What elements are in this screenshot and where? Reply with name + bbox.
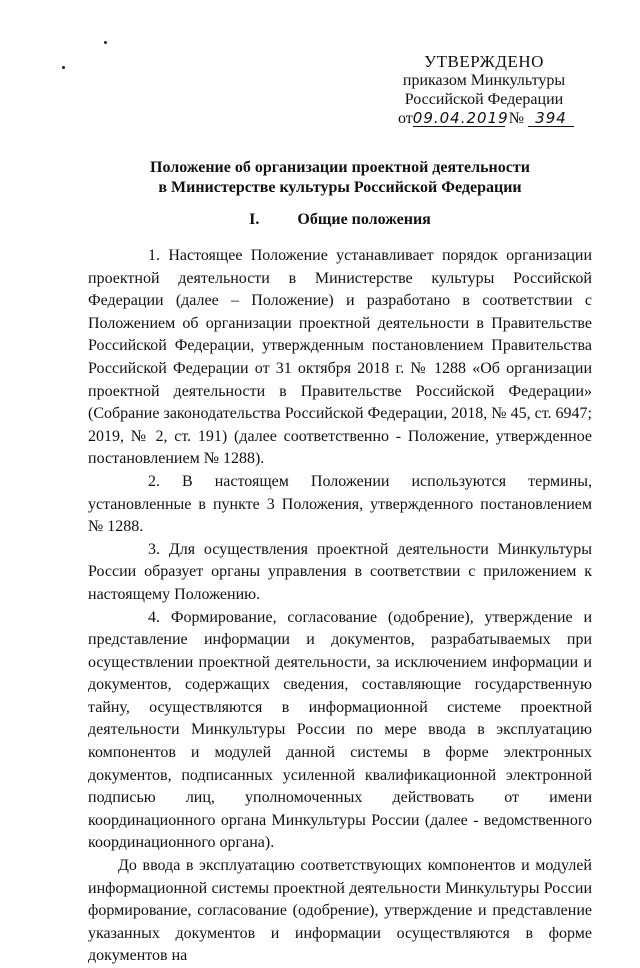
scan-speck: [62, 66, 65, 69]
paragraph-text: Для осуществления проектной деятельности Минкультуры России образует органы управления в соответствии с приложением к настоящему Положению.: [88, 540, 593, 603]
approval-heading: УТВЕРЖДЕНО: [424, 52, 544, 71]
paragraph-text: В настоящем Положении используются термины, установленные в пункте 3 Положения, утвержденного постановлением № 1288.: [88, 472, 593, 536]
paragraph-number: 2.: [148, 472, 160, 490]
title-line-1: Положение об организации проектной деятельности: [150, 159, 530, 176]
section-heading: [90, 210, 590, 230]
order-date-number-line: [384, 109, 584, 128]
paragraph-text: Настоящее Положение устанавливает порядок организации проектной деятельности в Министерстве культуры Российской Федерации (далее – Положение) и разработано в соответствии с Положением об организации проектной деятельности в Правительстве Российской Федерации, утвержденным постановлением Правительства Российской Федерации от 31 октября 2018 г. № 1288 «Об организации проектной деятельности в Правительстве Российской Федерации» (Собрание законодательства Российской Федерации, 2018, № 45, ст. 6947; 2019, № 2, ст. 191) (далее соответственно - Положение, утвержденное постановлением № 1288).: [88, 247, 592, 468]
title-line-2: в Министерстве культуры Российской Федерации: [158, 179, 522, 196]
document-title: [90, 158, 590, 198]
section-name: Общие положения: [297, 211, 431, 228]
paragraph: [88, 607, 592, 856]
handwritten-date: 09.04.2019: [412, 109, 509, 127]
handwritten-number: 394: [528, 110, 574, 127]
scan-speck: [104, 41, 107, 44]
paragraph-number: 4.: [148, 608, 160, 626]
paragraph: [88, 245, 592, 471]
paragraph-number: 1.: [148, 247, 160, 264]
paragraph-text: До ввода в эксплуатацию соответствующих компонентов и модулей информационной системы проектной деятельности Минкультуры России формирование, согласование (одобрение), утверждение и представление указанных документов и информации осуществляются в форме документов на: [88, 857, 592, 965]
paragraph-number: 3.: [148, 540, 160, 558]
paragraph-text: Формирование, согласование (одобрение), утверждение и представление информации и документов, разрабатываемых при осуществлении проектной деятельности, за исключением информации и документов, содержащих сведения, составляющие государственную тайну, осуществляются в информационной системе проектной деятельности Минкультуры России по мере ввода в эксплуатацию компонентов и модулей данной системы в форме электронных документов, подписанных усиленной квалификационной электронной подписью лиц, уполномоченных действовать от имени координационного органа Минкультуры России (далее - ведомственного координационного органа).: [88, 608, 593, 852]
approval-line-order: приказом Минкультуры: [402, 72, 566, 89]
date-prefix: от: [398, 110, 413, 127]
paragraph: [88, 539, 592, 607]
document-body: [88, 245, 592, 968]
paragraph: [88, 855, 592, 968]
approval-stamp-block: [384, 52, 584, 128]
approval-line-federation: Российской Федерации: [404, 91, 564, 108]
number-prefix: №: [508, 110, 525, 127]
paragraph: [88, 471, 592, 539]
section-number: I.: [249, 211, 260, 228]
